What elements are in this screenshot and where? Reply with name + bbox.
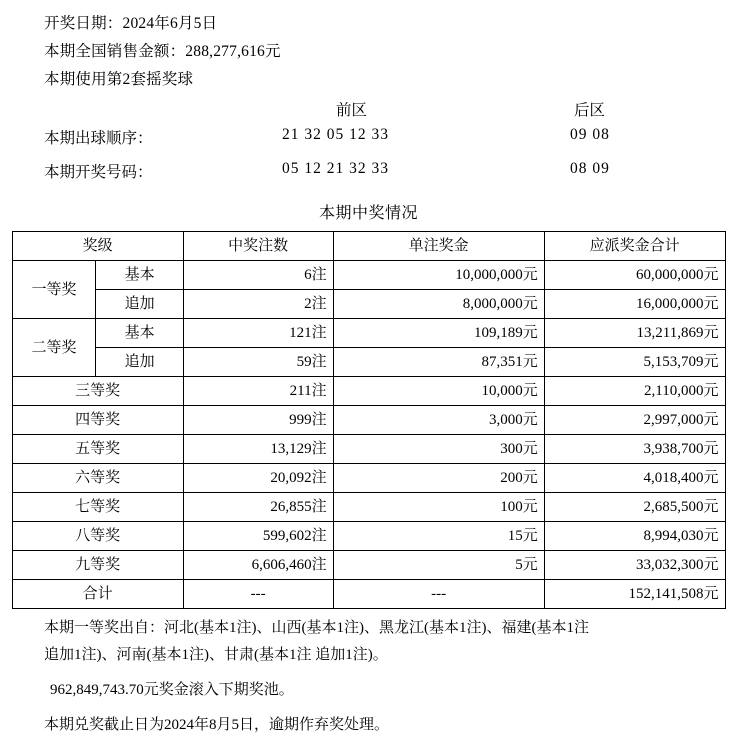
table-row — [12, 348, 725, 377]
draw-numbers-back: 08 09 — [570, 160, 610, 177]
row-sub: 追加 — [96, 290, 183, 319]
row-total: 2,685,500元 — [544, 493, 725, 522]
row-sub: 基本 — [96, 261, 183, 290]
row-total: 152,141,508元 — [544, 580, 725, 609]
row-level: 一等奖 — [12, 261, 96, 319]
rollover-pool-line: 962,849,743.70元奖金滚入下期奖池。 — [50, 682, 294, 698]
row-count: --- — [183, 580, 333, 609]
prize-table-title: 本期中奖情况 — [318, 205, 418, 222]
row-single: 15元 — [333, 522, 544, 551]
row-level: 合计 — [12, 580, 183, 609]
header-count: 中奖注数 — [183, 232, 333, 261]
header-single-prize: 单注奖金 — [333, 232, 544, 261]
first-prize-origin-line-1: 本期一等奖出自：河北(基本1注)、山西(基本1注)、黑龙江(基本1注)、福建(基本1注 — [44, 620, 589, 636]
row-total: 2,110,000元 — [544, 377, 725, 406]
prize-table-body — [12, 261, 725, 609]
first-prize-origin-line-2: 追加1注)、河南(基本1注)、甘肃(基本1注 追加1注)。 — [44, 647, 388, 663]
table-row — [12, 464, 725, 493]
row-count: 2注 — [183, 290, 333, 319]
machine-set-line: 本期使用第2套摇奖球 — [44, 71, 194, 88]
header-block — [0, 0, 737, 94]
front-zone-label: 前区 — [336, 102, 368, 119]
header-level: 奖级 — [12, 232, 183, 261]
row-total: 2,997,000元 — [544, 406, 725, 435]
row-total: 5,153,709元 — [544, 348, 725, 377]
table-row-total — [12, 580, 725, 609]
draw-order-back-numbers: 09 08 — [570, 126, 610, 143]
row-count: 26,855注 — [183, 493, 333, 522]
row-total: 33,032,300元 — [544, 551, 725, 580]
draw-order-row — [0, 126, 737, 160]
row-single: 87,351元 — [333, 348, 544, 377]
row-single: 100元 — [333, 493, 544, 522]
draw-order-front-numbers: 21 32 05 12 33 — [282, 126, 389, 143]
sales-amount-line: 本期全国销售金额：288,277,616元 — [44, 43, 281, 60]
table-row — [12, 435, 725, 464]
row-level: 九等奖 — [12, 551, 183, 580]
row-count: 59注 — [183, 348, 333, 377]
table-row — [12, 290, 725, 319]
table-row — [12, 522, 725, 551]
row-single: 109,189元 — [333, 319, 544, 348]
row-total: 13,211,869元 — [544, 319, 725, 348]
header-total-prize: 应派奖金合计 — [544, 232, 725, 261]
table-row — [12, 261, 725, 290]
row-total: 60,000,000元 — [544, 261, 725, 290]
row-count: 599,602注 — [183, 522, 333, 551]
row-count: 121注 — [183, 319, 333, 348]
row-single: 5元 — [333, 551, 544, 580]
row-sub: 追加 — [96, 348, 183, 377]
row-single: 10,000,000元 — [333, 261, 544, 290]
table-row — [12, 377, 725, 406]
row-single: --- — [333, 580, 544, 609]
row-total: 8,994,030元 — [544, 522, 725, 551]
row-level: 六等奖 — [12, 464, 183, 493]
zone-header-row — [0, 98, 737, 126]
table-row — [12, 319, 725, 348]
draw-numbers-front: 05 12 21 32 33 — [282, 160, 389, 177]
draw-numbers-row — [0, 160, 737, 194]
claim-deadline-line: 本期兑奖截止日为2024年8月5日，逾期作弃奖处理。 — [44, 717, 390, 733]
row-single: 3,000元 — [333, 406, 544, 435]
row-level: 七等奖 — [12, 493, 183, 522]
draw-order-label: 本期出球顺序： — [44, 130, 153, 147]
table-row — [12, 493, 725, 522]
row-single: 300元 — [333, 435, 544, 464]
row-level: 八等奖 — [12, 522, 183, 551]
row-count: 20,092注 — [183, 464, 333, 493]
row-level: 四等奖 — [12, 406, 183, 435]
row-total: 3,938,700元 — [544, 435, 725, 464]
draw-date-line: 开奖日期：2024年6月5日 — [44, 15, 218, 32]
row-count: 6注 — [183, 261, 333, 290]
footer-notes — [0, 609, 737, 739]
back-zone-label: 后区 — [574, 102, 606, 119]
row-sub: 基本 — [96, 319, 183, 348]
draw-numbers-label: 本期开奖号码： — [44, 164, 153, 181]
prize-table — [12, 231, 726, 609]
table-row — [12, 406, 725, 435]
row-level: 五等奖 — [12, 435, 183, 464]
row-single: 8,000,000元 — [333, 290, 544, 319]
row-count: 13,129注 — [183, 435, 333, 464]
row-level: 三等奖 — [12, 377, 183, 406]
row-level: 二等奖 — [12, 319, 96, 377]
row-count: 999注 — [183, 406, 333, 435]
table-row — [12, 551, 725, 580]
row-total: 4,018,400元 — [544, 464, 725, 493]
table-header-row — [12, 232, 725, 261]
row-total: 16,000,000元 — [544, 290, 725, 319]
row-count: 6,606,460注 — [183, 551, 333, 580]
row-count: 211注 — [183, 377, 333, 406]
row-single: 10,000元 — [333, 377, 544, 406]
row-single: 200元 — [333, 464, 544, 493]
